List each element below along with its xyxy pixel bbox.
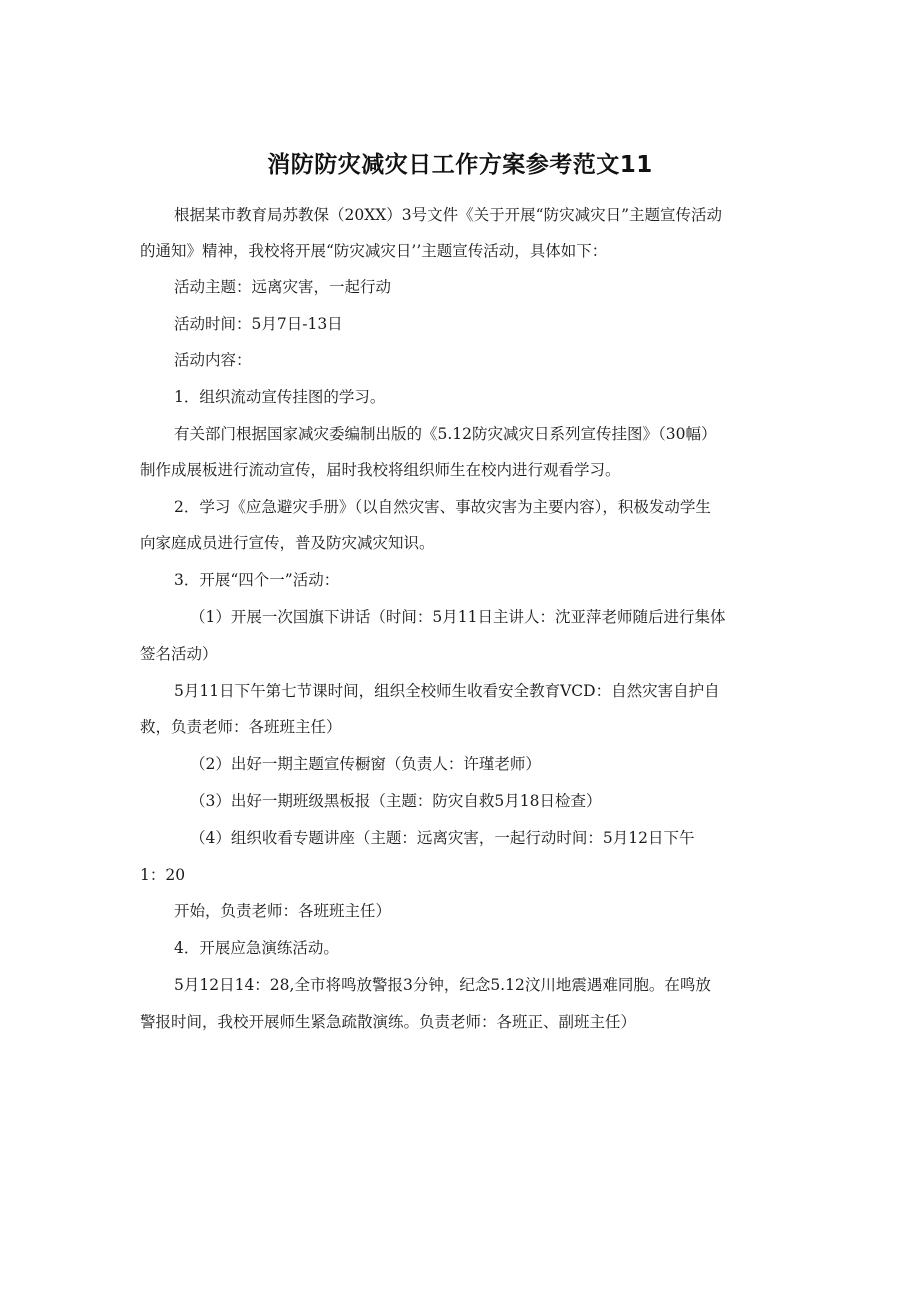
intro-line-2: 的通知》精神，我校将开展“防灾减灾日’’主题宣传活动，具体如下： (140, 242, 608, 260)
drill-line-2: 警报时间，我校开展师生紧急疏散演练。负责老师：各班正、副班主任） (140, 1013, 637, 1031)
sub-item-4-line-2: 1：20 (140, 866, 186, 884)
activity-theme: 活动主题：远离灾害，一起行动 (174, 278, 392, 296)
item-2-line-1: 2．学习《应急避灾手册》（以自然灾害、事故灾害为主要内容），积极发动学生 (174, 498, 711, 516)
sub-item-1-line-2: 签名活动） (140, 645, 218, 663)
item-1-text-line-1: 有关部门根据国家减灾委编制出版的《5.12防灾减灾日系列宣传挂图》（30幅） (174, 425, 717, 443)
activity-time: 活动时间：5月7日-13日 (174, 315, 343, 333)
document-title: 消防防灾减灾日工作方案参考范文11 (267, 152, 653, 178)
item-3-heading: 3．开展“四个一”活动： (174, 571, 340, 589)
sub-item-3: （3）出好一期班级黑板报（主题：防灾自救5月18日检查） (190, 792, 602, 810)
drill-line-1: 5月12日14：28,全市将鸣放警报3分钟，纪念5.12汶川地震遇难同胞。在鸣放 (174, 976, 711, 994)
activity-content-heading: 活动内容： (174, 351, 252, 369)
intro-line-1: 根据某市教育局苏教保（20XX）3号文件《关于开展“防灾减灾日”主题宣传活动 (174, 206, 723, 224)
sub-item-1-line-1: （1）开展一次国旗下讲话（时间：5月11日主讲人：沈亚萍老师随后进行集体 (190, 608, 726, 626)
item-2-line-2: 向家庭成员进行宣传，普及防灾减灾知识。 (140, 534, 435, 552)
item-1-heading: 1．组织流动宣传挂图的学习。 (174, 388, 386, 406)
sub-item-4-line-1: （4）组织收看专题讲座（主题：远离灾害，一起行动时间：5月12日下午 (190, 829, 695, 847)
start-line: 开始，负责老师：各班班主任） (174, 902, 392, 920)
vcd-line-1: 5月11日下午第七节课时间，组织全校师生收看安全教育VCD：自然灾害自护自 (174, 682, 720, 700)
vcd-line-2: 救，负责老师：各班班主任） (140, 718, 342, 736)
item-4-heading: 4．开展应急演练活动。 (174, 939, 339, 957)
item-1-text-line-2: 制作成展板进行流动宣传，届时我校将组织师生在校内进行观看学习。 (140, 461, 621, 479)
sub-item-2: （2）出好一期主题宣传橱窗（负责人：许瑾老师） (190, 755, 541, 773)
